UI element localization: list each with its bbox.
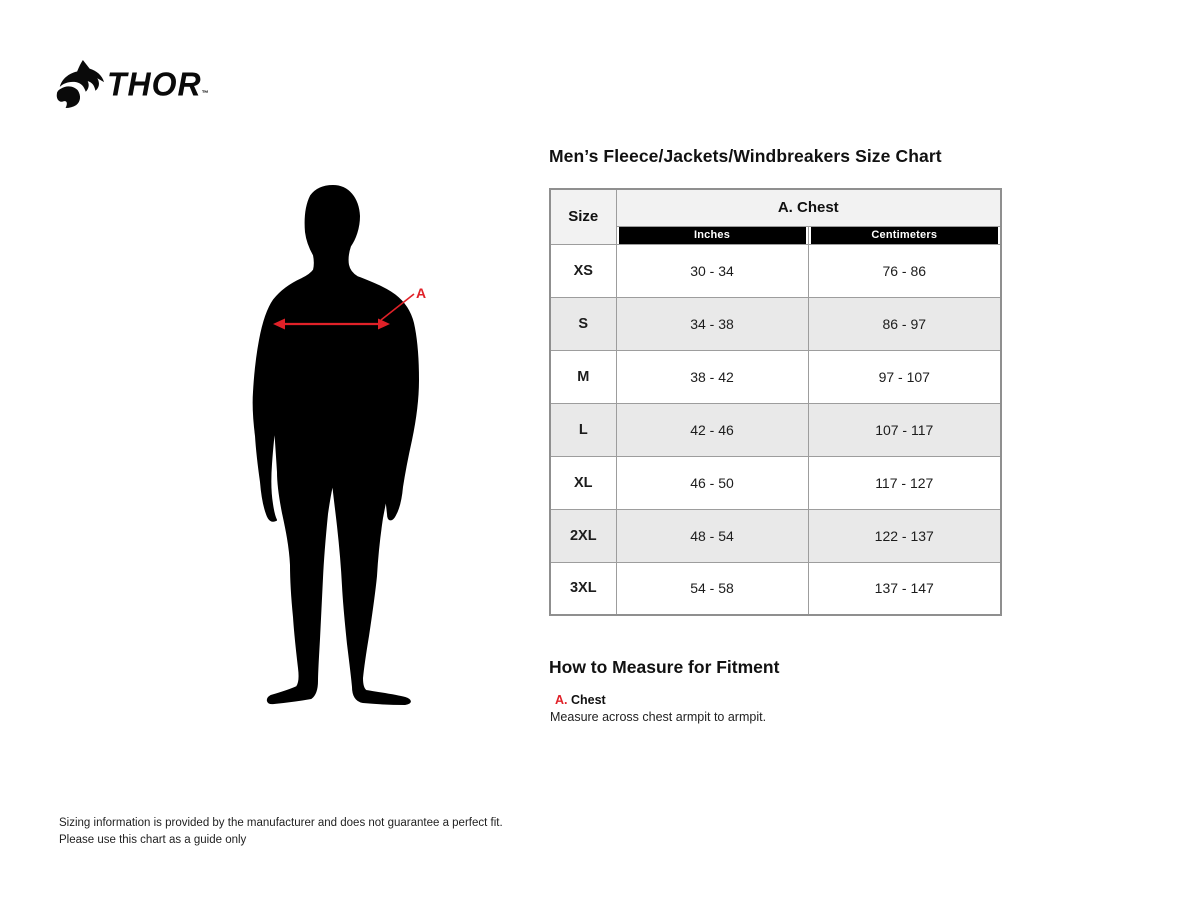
size-cell: M (550, 350, 616, 403)
inches-cell: 34 - 38 (616, 297, 808, 350)
thor-horns-logo-icon (55, 58, 105, 110)
size-cell: XL (550, 456, 616, 509)
centimeters-cell: 86 - 97 (808, 297, 1001, 350)
size-cell: XS (550, 244, 616, 297)
chest-annotation-label: A (416, 285, 427, 301)
table-row (550, 244, 1001, 297)
centimeters-cell: 97 - 107 (808, 350, 1001, 403)
disclaimer-line-2: Please use this chart as a guide only (59, 833, 247, 846)
size-cell: 3XL (550, 562, 616, 615)
table-row (550, 456, 1001, 509)
measure-key-label: Chest (570, 693, 606, 707)
sizing-disclaimer (59, 815, 503, 848)
subheader-centimeters-cell (808, 226, 1001, 244)
size-chart-title: Men’s Fleece/Jackets/Windbreakers Size Chart (549, 146, 942, 166)
size-cell: S (550, 297, 616, 350)
thor-logo (55, 58, 209, 110)
inches-cell: 42 - 46 (616, 403, 808, 456)
body-silhouette (254, 186, 418, 704)
measure-guide-heading: How to Measure for Fitment (549, 657, 780, 677)
measure-item-key (555, 693, 606, 707)
subheader-centimeters: Centimeters (811, 227, 999, 244)
inches-cell: 38 - 42 (616, 350, 808, 403)
trademark-symbol: ™ (201, 89, 209, 98)
column-header-chest: A. Chest (616, 189, 1001, 226)
centimeters-cell: 107 - 117 (808, 403, 1001, 456)
size-chart-table (549, 188, 1002, 616)
inches-cell: 54 - 58 (616, 562, 808, 615)
logo-wordmark: THOR™ (107, 64, 209, 103)
centimeters-cell: 117 - 127 (808, 456, 1001, 509)
column-header-size: Size (550, 189, 616, 244)
measure-key-letter: A. (555, 693, 568, 707)
table-row (550, 297, 1001, 350)
size-cell: 2XL (550, 509, 616, 562)
table-row (550, 403, 1001, 456)
size-cell: L (550, 403, 616, 456)
inches-cell: 30 - 34 (616, 244, 808, 297)
table-row (550, 350, 1001, 403)
male-silhouette-figure (250, 184, 440, 709)
centimeters-cell: 76 - 86 (808, 244, 1001, 297)
table-row (550, 562, 1001, 615)
centimeters-cell: 137 - 147 (808, 562, 1001, 615)
disclaimer-line-1: Sizing information is provided by the manufacturer and does not guarantee a perfect fit. (59, 817, 503, 829)
subheader-inches: Inches (619, 227, 806, 244)
centimeters-cell: 122 - 137 (808, 509, 1001, 562)
measure-item-description: Measure across chest armpit to armpit. (550, 710, 767, 724)
inches-cell: 48 - 54 (616, 509, 808, 562)
table-row (550, 509, 1001, 562)
subheader-inches-cell (616, 226, 808, 244)
inches-cell: 46 - 50 (616, 456, 808, 509)
